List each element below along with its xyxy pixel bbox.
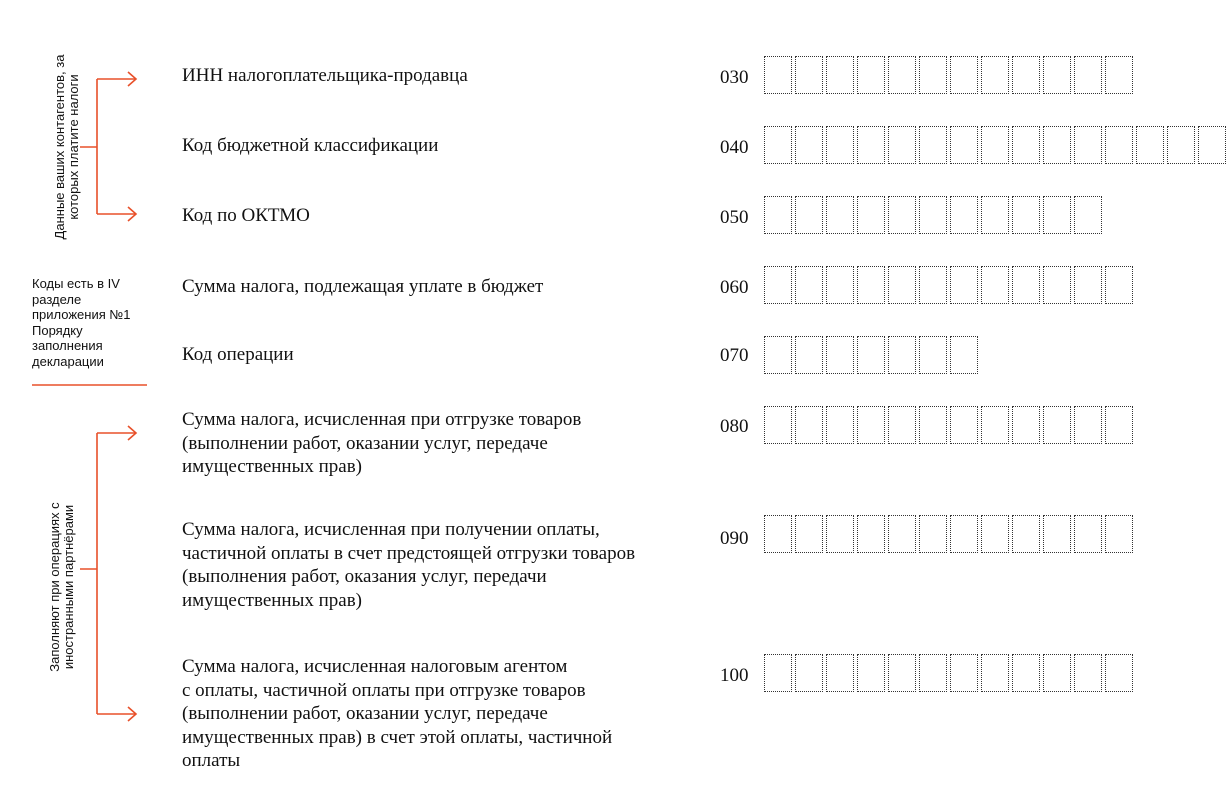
input-cell[interactable] [888,406,916,444]
field-label-line: имущественных прав) [182,589,363,611]
input-cell[interactable] [764,126,792,164]
input-cell[interactable] [795,654,823,692]
input-cell[interactable] [950,126,978,164]
field-label-oktmo [182,204,702,228]
field-label-line: Сумма налога, исчисленная налоговым агентом [182,656,568,677]
input-cell[interactable] [981,515,1009,553]
input-cell[interactable] [1012,196,1040,234]
input-cell[interactable] [950,406,978,444]
input-cell[interactable] [919,266,947,304]
field-label-line: имущественных прав) [182,456,363,477]
input-cell[interactable] [1043,56,1071,94]
input-cell[interactable] [919,126,947,164]
field-label-line: Код по ОКТМО [182,205,310,226]
field-code-080: 080 [720,416,749,437]
input-cells-040[interactable] [764,126,1227,164]
input-cell[interactable] [764,336,792,374]
input-cell[interactable] [950,336,978,374]
input-cell[interactable] [981,406,1009,444]
top-bracket-label [53,27,83,267]
input-cell[interactable] [826,406,854,444]
input-cell[interactable] [795,266,823,304]
input-cell[interactable] [857,654,885,692]
input-cell[interactable] [857,196,885,234]
input-cell[interactable] [1074,126,1102,164]
input-cell[interactable] [1167,126,1195,164]
input-cell[interactable] [1012,515,1040,553]
input-cells-100[interactable] [764,654,1136,692]
input-cell[interactable] [981,56,1009,94]
codes-note-line: декларации [32,353,104,369]
input-cell[interactable] [919,406,947,444]
input-cell[interactable] [1074,654,1102,692]
input-cell[interactable] [1198,126,1226,164]
input-cell[interactable] [888,196,916,234]
input-cell[interactable] [1105,126,1133,164]
field-label-line: частичной оплаты в счет предстоящей отгрузки товаров [182,542,636,564]
field-label-line: имущественных прав) в счет этой оплаты, частичной [182,726,613,748]
bottom-bracket-label-line: иностранными партнёрами [61,504,76,670]
input-cell[interactable] [950,266,978,304]
input-cell[interactable] [795,196,823,234]
input-cell[interactable] [950,56,978,94]
input-cell[interactable] [826,654,854,692]
input-cell[interactable] [795,126,823,164]
field-label-operation-code [182,343,702,367]
input-cells-060[interactable] [764,266,1136,304]
codes-note-line: разделе [32,291,82,307]
input-cell[interactable] [1043,406,1071,444]
input-cell[interactable] [826,126,854,164]
input-cell[interactable] [919,56,947,94]
input-cell[interactable] [857,515,885,553]
input-cell[interactable] [857,336,885,374]
input-cell[interactable] [1043,266,1071,304]
field-label-line: Сумма налога, подлежащая уплате в бюджет [182,276,544,297]
input-cell[interactable] [1012,56,1040,94]
input-cell[interactable] [1105,515,1133,553]
input-cell[interactable] [888,515,916,553]
input-cell[interactable] [1012,406,1040,444]
field-code-040: 040 [720,137,749,158]
input-cell[interactable] [888,126,916,164]
input-cell[interactable] [826,336,854,374]
input-cell[interactable] [1074,56,1102,94]
field-code-070: 070 [720,345,749,366]
field-label-line: Код операции [182,344,294,365]
input-cell[interactable] [1105,266,1133,304]
input-cell[interactable] [764,654,792,692]
input-cell[interactable] [981,266,1009,304]
input-cell[interactable] [1074,406,1102,444]
input-cell[interactable] [857,56,885,94]
field-label-line: с оплаты, частичной оплаты при отгрузке товаров [182,679,586,701]
field-label-line: (выполнении работ, оказании услуг, передаче [182,432,548,454]
input-cell[interactable] [1074,196,1102,234]
input-cell[interactable] [764,406,792,444]
input-cell[interactable] [795,515,823,553]
field-code-060: 060 [720,277,749,298]
input-cell[interactable] [950,654,978,692]
top-bracket-label-line: которых платите налоги [66,74,81,220]
field-code-050: 050 [720,207,749,228]
field-label-line: Сумма налога, исчисленная при получении оплаты, [182,519,600,540]
input-cell[interactable] [1012,266,1040,304]
field-label-inn [182,64,702,88]
input-cell[interactable] [950,515,978,553]
input-cells-050[interactable] [764,196,1105,234]
input-cell[interactable] [826,196,854,234]
field-label-line: (выполнении работ, оказании услуг, передаче [182,703,548,724]
bottom-bracket [80,426,136,721]
input-cell[interactable] [764,266,792,304]
bottom-bracket-label-line: Заполняют при операциях с [47,502,62,672]
input-cell[interactable] [1043,126,1071,164]
input-cell[interactable] [826,266,854,304]
input-cell[interactable] [764,56,792,94]
top-bracket-label-line: Данные ваших контагентов, за [52,54,67,240]
input-cells-070[interactable] [764,336,981,374]
input-cells-030[interactable] [764,56,1136,94]
input-cells-090[interactable] [764,515,1136,553]
input-cell[interactable] [1105,56,1133,94]
input-cell[interactable] [764,196,792,234]
input-cell[interactable] [1043,515,1071,553]
codes-note-line: Порядку [32,322,83,338]
field-label-tax-on-shipment [182,408,702,479]
input-cell[interactable] [919,336,947,374]
input-cell[interactable] [888,266,916,304]
input-cell[interactable] [888,654,916,692]
field-code-030: 030 [720,67,749,88]
bracket-annotations [0,0,200,800]
field-label-line: (выполнения работ, оказания услуг, передачи [182,566,547,587]
codes-note-line: заполнения [32,338,103,353]
input-cell[interactable] [950,196,978,234]
input-cell[interactable] [919,654,947,692]
field-label-line: оплаты [182,750,241,771]
field-label-tax-sum [182,275,702,299]
input-cell[interactable] [857,406,885,444]
input-cell[interactable] [1043,196,1071,234]
input-cell[interactable] [764,515,792,553]
field-label-kbk [182,134,702,158]
input-cell[interactable] [826,56,854,94]
field-label-line: ИНН налогоплательщика-продавца [182,65,468,86]
input-cell[interactable] [1012,654,1040,692]
input-cell[interactable] [1136,126,1164,164]
field-label-tax-on-payment [182,518,702,612]
field-code-090: 090 [720,528,749,549]
input-cell[interactable] [826,515,854,553]
codes-note-line: Коды есть в IV [32,276,120,291]
field-label-line: Сумма налога, исчисленная при отгрузке товаров [182,409,582,430]
input-cell[interactable] [981,196,1009,234]
input-cell[interactable] [919,196,947,234]
top-bracket [80,72,136,221]
codes-note [32,276,162,369]
input-cell[interactable] [919,515,947,553]
input-cell[interactable] [1074,266,1102,304]
input-cell[interactable] [857,126,885,164]
input-cell[interactable] [795,406,823,444]
input-cells-080[interactable] [764,406,1136,444]
codes-note-line: приложения №1 [32,307,131,322]
input-cell[interactable] [795,336,823,374]
input-cell[interactable] [981,126,1009,164]
input-cell[interactable] [1105,406,1133,444]
input-cell[interactable] [1074,515,1102,553]
field-label-tax-agent [182,655,702,773]
bottom-bracket-label [48,477,78,697]
input-cell[interactable] [981,654,1009,692]
field-label-line: Код бюджетной классификации [182,135,439,156]
input-cell[interactable] [888,336,916,374]
input-cell[interactable] [795,56,823,94]
input-cell[interactable] [1043,654,1071,692]
input-cell[interactable] [1012,126,1040,164]
input-cell[interactable] [1105,654,1133,692]
input-cell[interactable] [888,56,916,94]
input-cell[interactable] [857,266,885,304]
field-code-100: 100 [720,665,749,686]
